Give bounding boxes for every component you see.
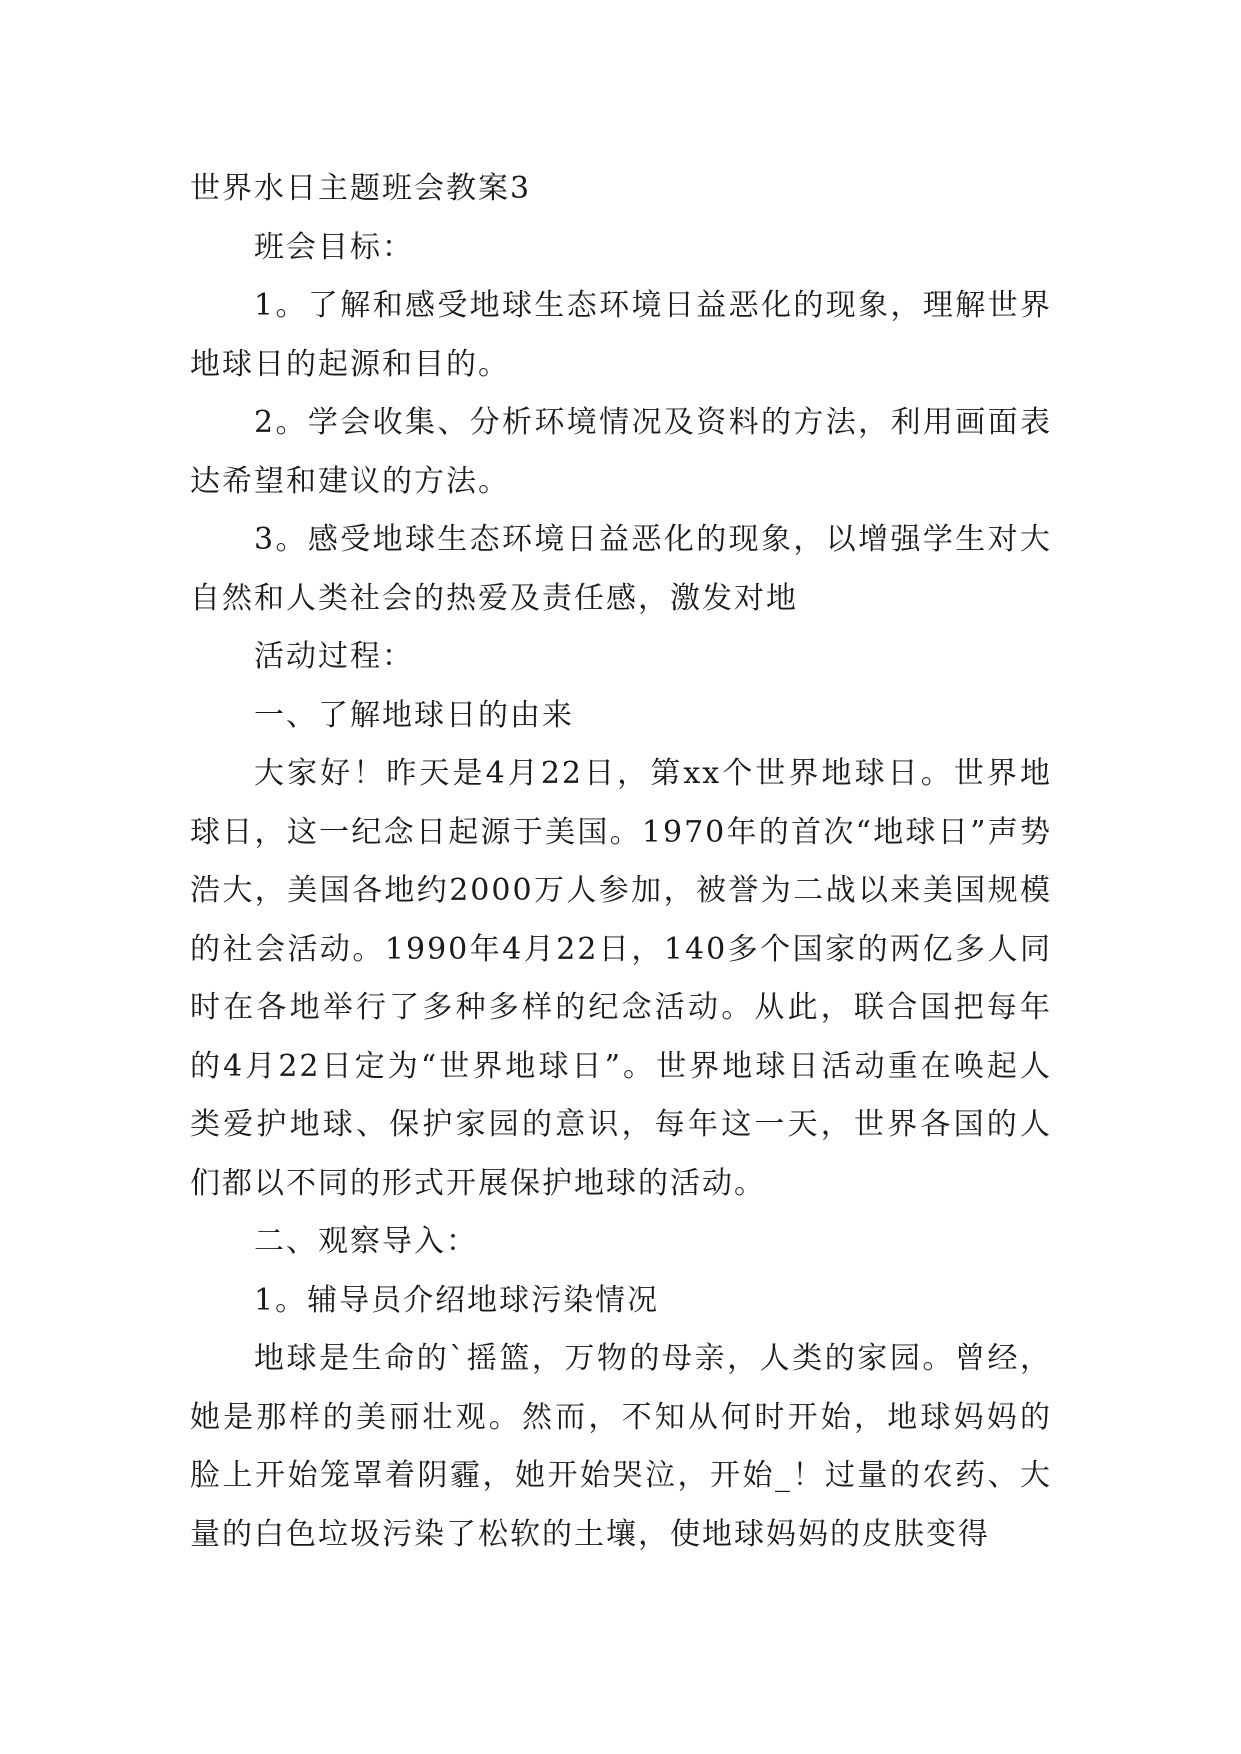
paragraph-process-heading: 活动过程： xyxy=(254,639,414,674)
paragraph-objective-2: 2。学会收集、分析环境情况及资料的方法，利用画面表达希望和建议的方法。 xyxy=(190,405,1052,499)
paragraph-objectives-heading: 班会目标： xyxy=(254,229,414,265)
paragraph-earth-day-origin: 大家好！昨天是4月22日，第xx个世界地球日。世界地球日，这一纪念日起源于美国。1970年的首次“地球日”声势浩大，美国各地约2000万人参加，被誉为二战以来美国规模的社会活动。1990年4月22日，140多个国家的两亿多人同时在各地举行了多种多样的纪念活动。从此，联合国把每年的4月22日定为“世界地球日”。世界地球日活动重在唤起人类爱护地球、保护家园的意识，每年这一天，世界各国的人们都以不同的形式开展保护地球的活动。 xyxy=(190,756,1052,1201)
paragraph-subsection-1-heading: 1。辅导员介绍地球污染情况 xyxy=(254,1282,660,1318)
paragraph-objective-3: 3。感受地球生态环境日益恶化的现象，以增强学生对大自然和人类社会的热爱及责任感，激发对地 xyxy=(190,522,1052,616)
paragraph-objective-1: 1。了解和感受地球生态环境日益恶化的现象，理解世界地球日的起源和目的。 xyxy=(190,288,1052,382)
paragraph-section-1-heading: 一、了解地球日的由来 xyxy=(254,697,574,733)
paragraph-section-2-heading: 二、观察导入： xyxy=(254,1224,478,1259)
document-page xyxy=(190,160,1052,1564)
paragraph-pollution-intro: 地球是生命的`摇篮，万物的母亲，人类的家园。曾经，她是那样的美丽壮观。然而，不知从何时开始，地球妈妈的脸上开始笼罩着阴霾，她开始哭泣，开始_！过量的农药、大量的白色垃圾污染了松软的土壤，使地球妈妈的皮肤变得 xyxy=(190,1341,1052,1552)
document-title: 世界水日主题班会教案3 xyxy=(190,171,532,206)
